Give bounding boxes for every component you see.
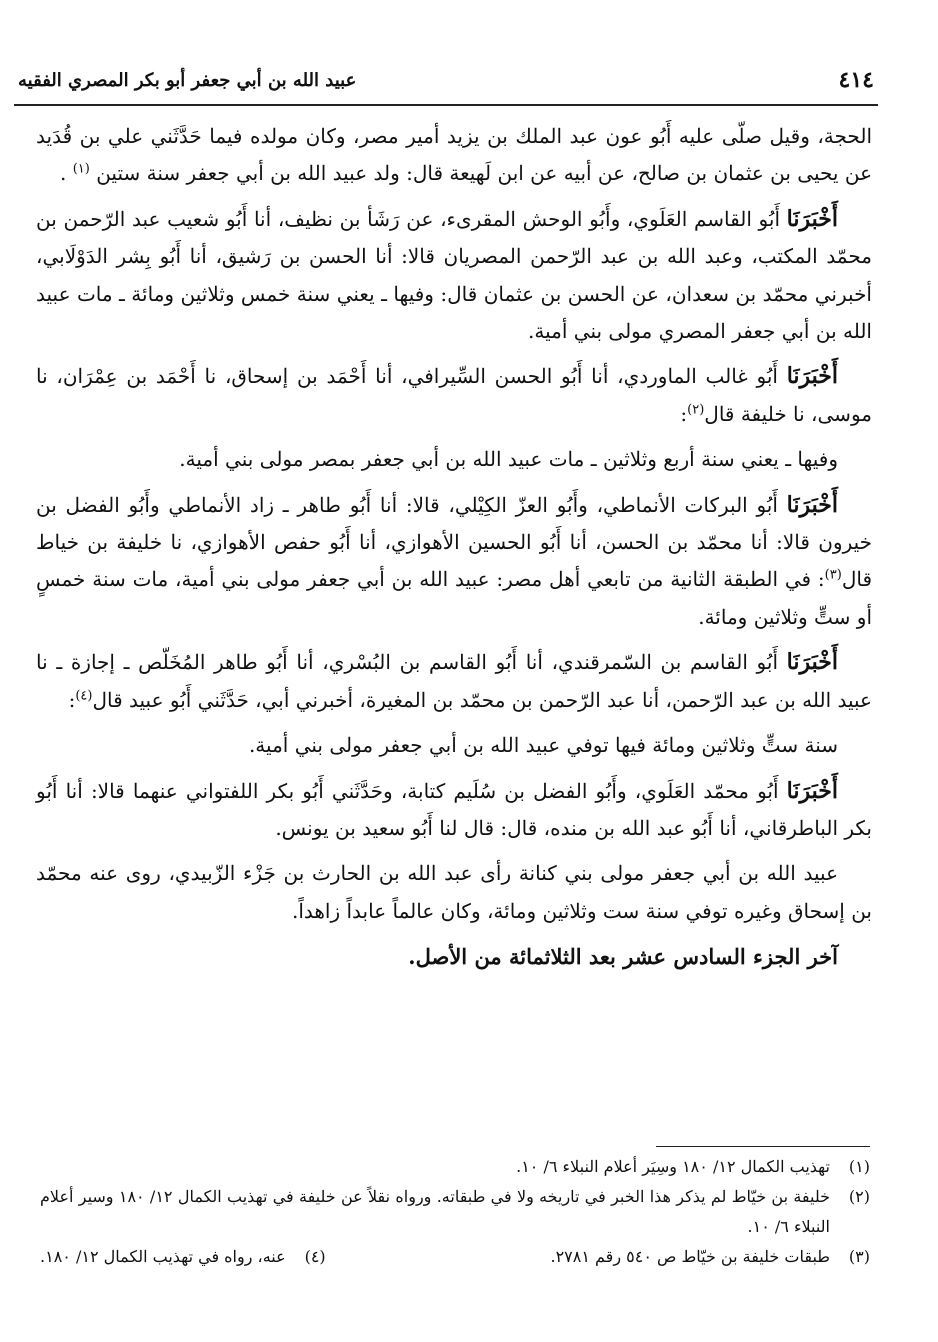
- isnad-lead: أَخْبَرَنَا: [786, 205, 838, 232]
- paragraph-text: الحجة، وقيل صلّى عليه أَبُو عون عبد الملك بن يزيد أمير مصر، وكان مولده فيما حَدَّثَني علي بن قُدَيد عن يحيى بن عثمان بن صالح، عن أبيه عن ابن لَهيعة قال: ولد عبيد الله بن أبي جعفر سنة ستين: [36, 124, 872, 186]
- paragraph-end: :: [680, 401, 688, 426]
- isnad-lead: أَخْبَرَنَا: [786, 649, 838, 676]
- footnote-pair: [40, 1242, 870, 1272]
- footnote-text: خليفة بن خيّاط لم يذكر هذا الخبر في تاريخه ولا في طبقاته. ورواه نقلاً عن خليفة في تهذيب الكمال ١٢/ ١٨٠ وسير أعلام النبلاء ٦/ ١٠.: [40, 1187, 831, 1236]
- paragraph-end: .: [59, 161, 67, 186]
- paragraph-text: عبيد الله بن أبي جعفر مولى بني كنانة رأى عبد الله بن الحارث بن جَزْء الزّبيدي، روى عنه محمّد بن إسحاق وغيره توفي سنة ست وثلاثين ومائة، وكان عالماً عابداً زاهداً.: [36, 861, 872, 923]
- paragraph-text: وفيها ـ يعني سنة أربع وثلاثين ـ مات عبيد الله بن أبي جعفر بمصر مولى بني أمية.: [179, 447, 838, 472]
- isnad-lead: أَخْبَرَنَا: [786, 777, 838, 804]
- footnotes: [40, 1152, 870, 1272]
- paragraph-text: أَبُو القاسم العَلَوي، وأَبُو الوحش المقرىء، عن رَشَأ بن نظيف، أنا أَبُو شعيب عبد الرّحمن بن محمّد المكتب، وعبد الله بن عبد الرّحمن المصريان قالا: أنا الحسن بن رَشيق، أنا أَبُو بِشر الدَوْلَابي، أخبرني محمّد بن سعدان، عن الحسن بن عثمان قال: وفيها ـ يعني سنة خمس وثلاثين ومائة ـ مات عبيد الله بن أبي جعفر المصري مولى بني أمية.: [36, 206, 872, 344]
- footnote-divider: [656, 1146, 870, 1147]
- paragraph-text: أَبُو محمّد العَلَوي، وأَبُو الفضل بن سُلَيم كتابة، وحَدَّثَني أَبُو بكر اللفتواني عنهما قالا: أنا أَبُو بكر الباطرقاني، أنا أَبُو عبد الله بن منده، قال: قال لنا أَبُو سعيد بن يونس.: [36, 778, 872, 840]
- footnote-ref: (٣): [824, 567, 842, 583]
- paragraph: [36, 487, 872, 637]
- isnad-lead: أَخْبَرَنَا: [786, 363, 839, 390]
- paragraph: [36, 441, 872, 478]
- footnote-text: عنه، رواه في تهذيب الكمال ١٢/ ١٨٠.: [40, 1247, 286, 1266]
- paragraph: [36, 201, 872, 351]
- colophon: آخر الجزء السادس عشر بعد الثلاثمائة من الأصل.: [408, 944, 838, 970]
- running-title: عبيد الله بن أبي جعفر أبو بكر المصري الفقيه: [18, 69, 357, 91]
- page-header: [18, 62, 874, 98]
- main-text: [36, 118, 872, 984]
- paragraph-text: أَبُو غالب الماوردي، أنا أَبُو الحسن السِّيرافي، أنا أَحْمَد بن إسحاق، نا أَحْمَد بن عِمْرَان، نا موسى، نا خليفة قال: [36, 364, 872, 426]
- paragraph: [36, 644, 872, 719]
- footnote-ref: (٤): [75, 688, 93, 704]
- paragraph: [36, 773, 872, 848]
- isnad-lead: أَخْبَرَنَا: [786, 491, 838, 518]
- footnote: [40, 1152, 870, 1182]
- paragraph: [36, 118, 872, 193]
- page-number: ٤١٤: [838, 67, 874, 93]
- footnote-ref: (١): [72, 161, 90, 177]
- footnote-text: تهذيب الكمال ١٢/ ١٨٠ وسِيَر أعلام النبلاء ٦/ ١٠.: [516, 1157, 830, 1176]
- header-divider: [14, 104, 878, 106]
- paragraph-text: سنة ستٍّ وثلاثين ومائة فيها توفي عبيد الله بن أبي جعفر مولى بني أمية.: [248, 733, 838, 758]
- footnote-number: (١): [848, 1157, 870, 1176]
- paragraph-end: : في الطبقة الثانية من تابعي أهل مصر: عبيد الله بن أبي جعفر مولى بني أمية، مات سنة خمسٍ أو ستٍّ وثلاثين ومائة.: [36, 567, 872, 629]
- paragraph-end: :: [68, 687, 76, 712]
- footnote-number: (٤): [304, 1247, 326, 1266]
- footnote-text: طبقات خليفة بن خيّاط ص ٥٤٠ رقم ٢٧٨١.: [550, 1247, 830, 1266]
- footnote-number: (٢): [848, 1187, 870, 1206]
- footnote: [40, 1242, 326, 1272]
- footnote: [40, 1182, 870, 1242]
- paragraph: [36, 358, 872, 433]
- paragraph-text: أَبُو البركات الأنماطي، وأَبُو العزّ الكِيْلي، قالا: أنا أَبُو طاهر ـ زاد الأنماطي وأَبُو الفضل بن خيرون قالا: أنا محمّد بن الحسن، أنا أَبُو الحسين الأهوازي، أنا أَبُو حفص الأهوازي، نا خليفة بن خياط قال: [36, 492, 872, 592]
- paragraph-text: أَبُو القاسم بن السّمرقندي، أنا أَبُو القاسم بن البُسْري، أنا أَبُو طاهر المُخَلّص ـ إجازة ـ نا عبيد الله بن عبد الرّحمن، أنا عبد الرّحمن بن محمّد بن المغيرة، أخبرني أبي، حَدَّثَني أَبُو عبيد قال: [36, 650, 872, 712]
- paragraph: [36, 855, 872, 930]
- paragraph: [36, 727, 872, 764]
- footnote-ref: (٢): [687, 402, 705, 418]
- footnote: [550, 1242, 870, 1272]
- footnote-number: (٣): [848, 1247, 870, 1266]
